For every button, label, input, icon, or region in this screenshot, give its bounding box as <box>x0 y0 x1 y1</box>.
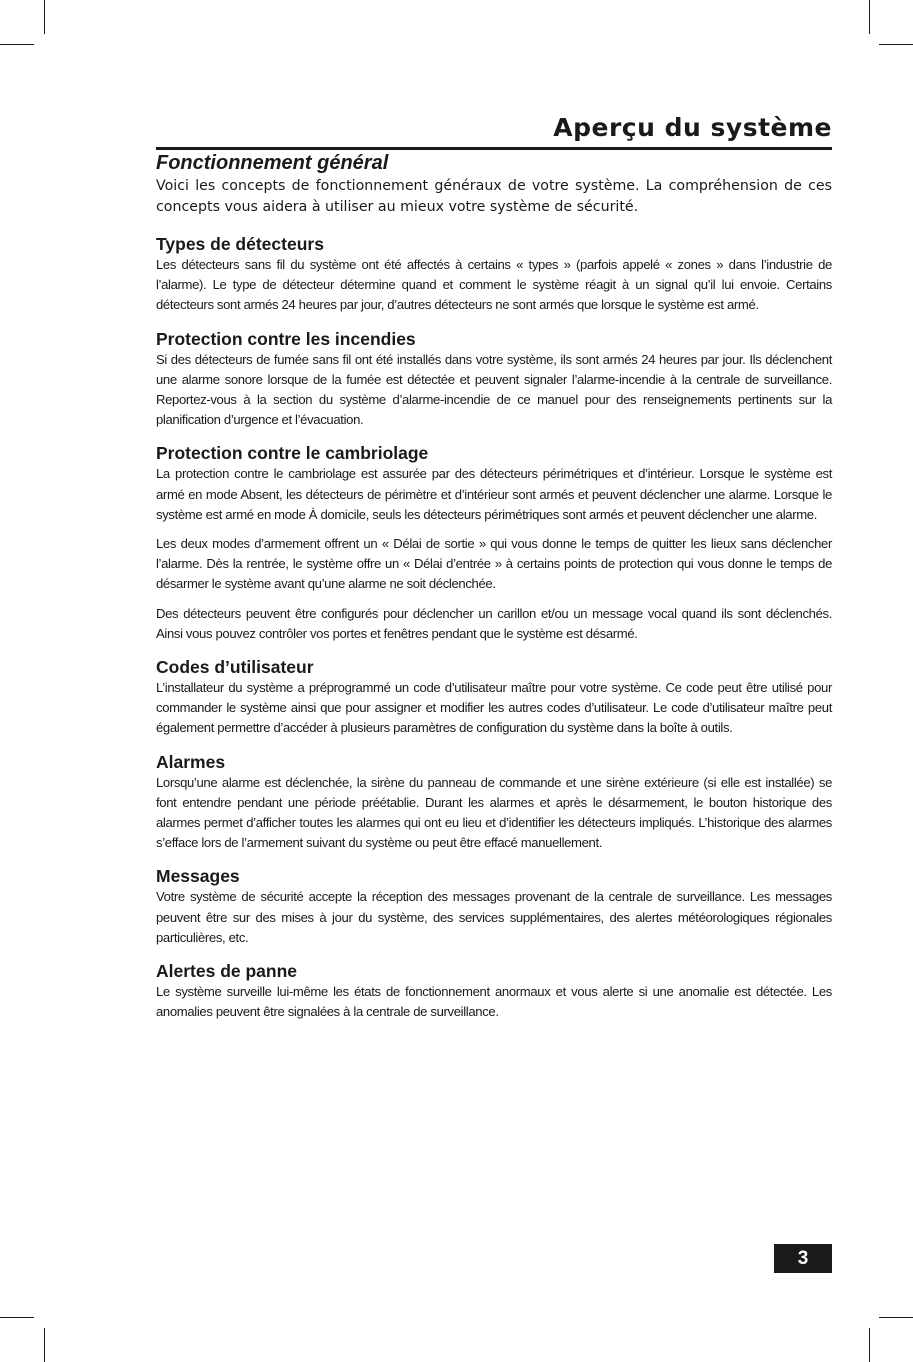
page-content <box>156 150 832 1035</box>
intro-heading: Fonctionnement général <box>156 152 389 174</box>
section-heading: Codes d’utilisateur <box>156 657 314 678</box>
crop-mark <box>879 1317 913 1318</box>
section-protection-cambriolage <box>156 443 832 644</box>
crop-mark <box>869 0 870 34</box>
page-header <box>156 112 832 150</box>
section-protection-incendies <box>156 329 832 431</box>
section-paragraph: Les deux modes d’armement offrent un « Délai de sortie » qui vous donne le temps de quitter les lieux sans déclencher l’alarme. Dès la rentrée, le système offre un « Délai d’entrée » à certains points de protection qui vous donne le temps de désarmer le système avant qu’une alarme ne soit déclenchée. <box>156 536 832 592</box>
crop-mark <box>0 1317 34 1318</box>
page-number: 3 <box>774 1244 832 1273</box>
page-title: Aperçu du système <box>553 113 832 142</box>
section-heading: Types de détecteurs <box>156 234 324 254</box>
section-paragraph: Le système surveille lui-même les états de fonctionnement anormaux et vous alerte si une anomalie est détectée. Les anomalies peuvent être signalées à la centrale de surveillance. <box>156 984 832 1020</box>
section-messages <box>156 866 832 948</box>
section-paragraph: La protection contre le cambriolage est assurée par des détecteurs périmétriques et d’intérieur. Lorsque le système est armé en mode Absent, les détecteurs de périmètre et d’intérieur sont armés et peuvent déclencher une alarme. Lorsque le système est armé en mode À domicile, seuls les détecteurs périmétriques sont armés et peuvent déclencher une alarme. <box>156 466 832 522</box>
crop-mark <box>44 0 45 34</box>
section-types-detecteurs <box>156 234 832 316</box>
section-codes-utilisateur <box>156 657 832 739</box>
crop-mark <box>0 44 34 45</box>
section-paragraph: Lorsqu’une alarme est déclenchée, la sirène du panneau de commande et une sirène extérieure (si elle est installée) se font entendre pendant une période préétablie. Durant les alarmes et après le désarmement, le bouton historique des alarmes permet d’afficher toutes les alarmes qui ont eu lieu et d’identifier les détecteurs impliqués. L’historique des alarmes s’efface lors de l’armement suivant du système ou peut être effacé manuellement. <box>156 774 832 851</box>
crop-mark <box>44 1328 45 1362</box>
crop-mark <box>869 1328 870 1362</box>
section-alertes-panne <box>156 961 832 1022</box>
section-heading: Alarmes <box>156 751 226 772</box>
section-paragraph: Les détecteurs sans fil du système ont été affectés à certains « types » (parfois appelé « zones » dans l’industrie de l’alarme). Le type de détecteur détermine quand et comment le système réagit à un signal qu’il lui envoie. Certains détecteurs sont armés 24 heures par jour, d’autres détecteurs ne sont armés que lorsque le système est armé. <box>156 257 832 313</box>
section-alarmes <box>156 752 832 854</box>
section-paragraph: L’installateur du système a préprogrammé un code d’utilisateur maître pour votre système. Ce code peut être utilisé pour commander le système ainsi que pour assigner et modifier les autres codes d’utilisateur. Le code d’utilisateur maître peut également permettre d’accéder à plusieurs paramètres de configuration du système dans la boîte à outils. <box>156 680 832 736</box>
section-heading: Messages <box>156 866 240 887</box>
section-paragraph: Votre système de sécurité accepte la réception des messages provenant de la centrale de surveillance. Les messages peuvent être sur des mises à jour du système, des services supplémentaires, des alertes météorologiques régionales particulières, etc. <box>156 889 832 945</box>
section-heading: Protection contre le cambriolage <box>156 443 429 464</box>
crop-mark <box>879 44 913 45</box>
intro-text: Voici les concepts de fonctionnement généraux de votre système. La compréhension de ces concepts vous aidera à utiliser au mieux votre système de sécurité. <box>156 178 832 215</box>
section-paragraph: Des détecteurs peuvent être configurés pour déclencher un carillon et/ou un message vocal quand ils sont déclenchés. Ainsi vous pouvez contrôler vos portes et fenêtres pendant que le système est désarmé. <box>156 605 832 641</box>
section-heading: Protection contre les incendies <box>156 328 416 349</box>
section-paragraph: Si des détecteurs de fumée sans fil ont été installés dans votre système, ils sont armés 24 heures par jour. Ils déclenchent une alarme sonore lorsque de la fumée est détectée et peuvent signaler l’alarme-incendie à la centrale de surveillance. Reportez-vous à la section du système d’alarme-incendie de ce manuel pour des renseignements pertinents sur la planification d’urgence et l’évacuation. <box>156 351 832 428</box>
section-heading: Alertes de panne <box>156 961 298 982</box>
